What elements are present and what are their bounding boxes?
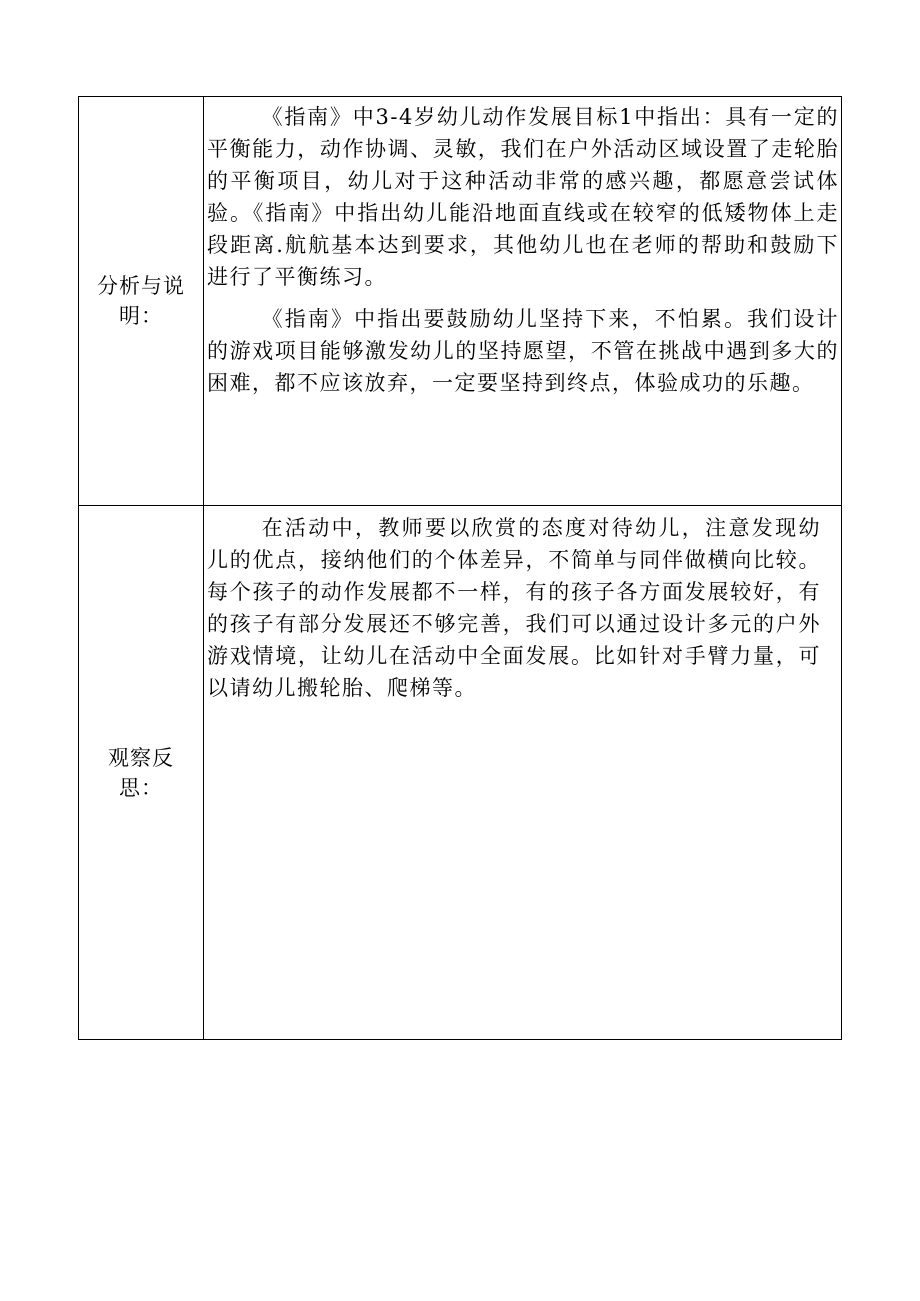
observation-record-table (78, 96, 842, 1040)
reflection-label-cell (79, 506, 204, 1040)
document-table-container (78, 96, 841, 1040)
analysis-paragraph-2: 《指南》中指出要鼓励幼儿坚持下来，不怕累。我们设计的游戏项目能够激发幼儿的坚持愿望，不管在挑战中遇到多大的困难，都不应该放弃，一定要坚持到终点，体验成功的乐趣。 (207, 307, 839, 395)
analysis-label: 分析与说明： (97, 274, 185, 328)
table-row-analysis (79, 97, 842, 506)
analysis-label-cell (79, 97, 204, 506)
analysis-paragraph-1: 《指南》中3-4岁幼儿动作发展目标1中指出：具有一定的平衡能力，动作协调、灵敏，我们在户外活动区域设置了走轮胎的平衡项目，幼儿对于这种活动非常的感兴趣，都愿意尝试体验。《指南》中指出幼儿能沿地面直线或在较窄的低矮物体上走段距离.航航基本达到要求，其他幼儿也在老师的帮助和鼓励下进行了平衡练习。 (207, 105, 839, 289)
reflection-paragraph-1: 在活动中，教师要以欣赏的态度对待幼儿，注意发现幼儿的优点，接纳他们的个体差异，不简单与同伴做横向比较。每个孩子的动作发展都不一样，有的孩子各方面发展较好，有的孩子有部分发展还不够完善，我们可以通过设计多元的户外游戏情境，让幼儿在活动中全面发展。比如针对手臂力量，可以请幼儿搬轮胎、爬梯等。 (207, 516, 821, 700)
analysis-content-cell (204, 97, 842, 506)
table-row-reflection (79, 506, 842, 1040)
reflection-label: 观察反思： (108, 745, 174, 800)
reflection-content-cell (204, 506, 842, 1040)
